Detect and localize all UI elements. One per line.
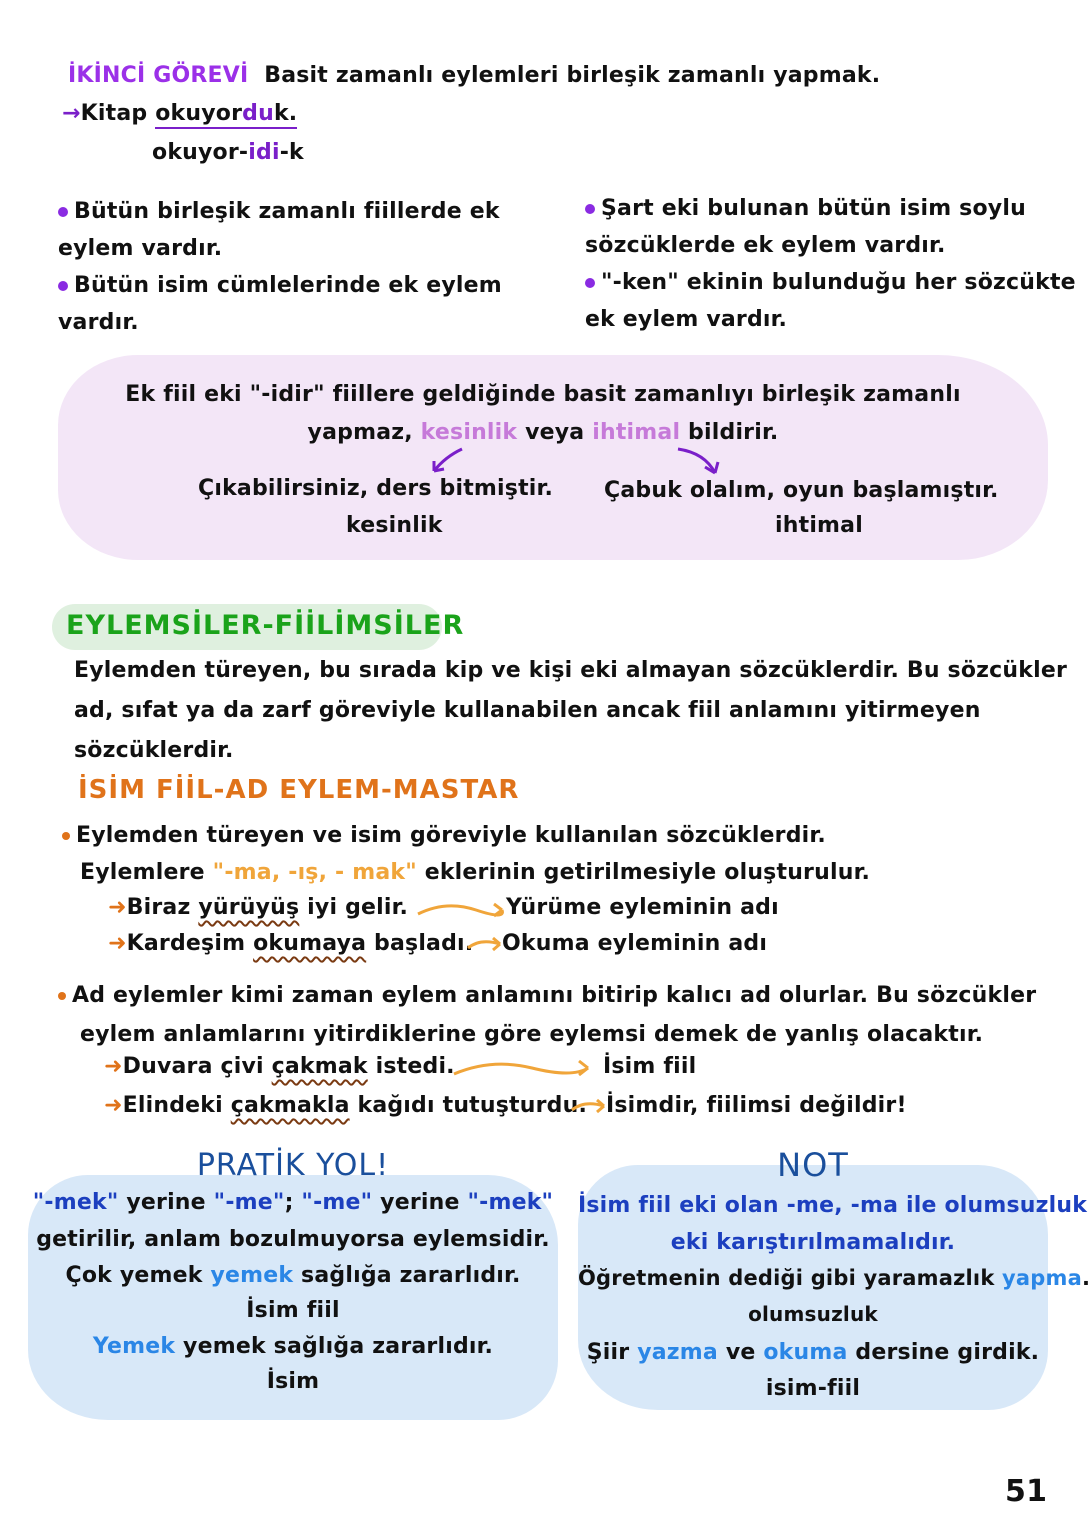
example-row: ➜Duvara çivi çakmak istedi.: [104, 1054, 455, 1079]
example-result: İsim fiil: [603, 1054, 697, 1079]
arrow-right-icon: ➜: [108, 931, 127, 956]
isim-fiil-title: İSİM FİİL-AD EYLEM-MASTAR: [78, 775, 520, 805]
example-row: ➜Elindeki çakmakla kağıdı tutuşturdu.: [104, 1093, 588, 1118]
bullet-icon: [58, 992, 66, 1000]
idir-line1: Ek fiil eki "-idir" fiillere geldiğinde basit zamanlıyı birleşik zamanlı: [125, 382, 961, 407]
bullet-icon: [58, 207, 68, 217]
label-ihtimal: ihtimal: [775, 513, 863, 538]
curved-arrow-icon: [452, 1056, 594, 1082]
not-line1: İsim fiil eki olan -me, -ma ile olumsuzluk: [578, 1193, 1088, 1218]
not-line2: eki karıştırılmamalıdır.: [670, 1230, 956, 1255]
pratik-label1: İsim fiil: [246, 1298, 340, 1323]
isim-fiil-bullet2: Ad eylemler kimi zaman eylem anlamını bitirip kalıcı ad olurlar. Bu sözcükler eylem anlamlarını yitirdiklerine göre eylemsi demek de yanlış olacaktır.: [58, 976, 1036, 1054]
bullet-item: Bütün isim cümlelerinde ek eylem: [58, 267, 502, 304]
bullets-right: [585, 190, 1076, 338]
not-example2: Şiir yazma ve okuma dersine girdik.: [586, 1340, 1040, 1365]
example-sentence: →Kitap okuyorduk.: [62, 101, 297, 127]
eylemsiler-title: EYLEMSİLER-FİİLİMSİLER: [66, 610, 465, 641]
example-ihtimal: Çabuk olalım, oyun başlamıştır.: [604, 478, 999, 503]
bullet-icon: [585, 278, 595, 288]
arrow-right-icon: ➜: [108, 895, 127, 920]
arrow-right-icon: ➜: [104, 1093, 123, 1118]
heading-label: İKİNCİ GÖREVİ: [68, 63, 249, 88]
underlined-verb: okuyorduk.: [155, 101, 297, 129]
pratik-rule: "-mek" yerine "-me"; "-me" yerine "-mek": [32, 1190, 554, 1215]
isim-fiil-bullet1: Eylemden türeyen ve isim göreviyle kullanılan sözcüklerdir. Eylemlere "-ma, -ış, - mak" eklerinin getirilmesiyle oluşturulur.: [62, 817, 870, 891]
pratik-example1: Çok yemek yemek sağlığa zararlıdır.: [65, 1263, 521, 1288]
bullet-item-cont: vardır.: [58, 310, 139, 335]
not-example1: Öğretmenin dediği gibi yaramazlık yapma.: [578, 1266, 1090, 1290]
bullet-item: Şart eki bulunan bütün isim soylu: [585, 190, 1076, 227]
example-result: Yürüme eyleminin adı: [506, 895, 779, 920]
bullet-item-cont: sözcüklerde ek eylem vardır.: [585, 233, 946, 258]
example-row: ➜Biraz yürüyüş iyi gelir.: [108, 895, 409, 920]
pratik-example2: Yemek yemek sağlığa zararlıdır.: [92, 1334, 494, 1359]
bullet-item-cont: ek eylem vardır.: [585, 307, 788, 332]
bullets-left: [58, 193, 502, 341]
label-kesinlik: kesinlik: [346, 513, 443, 538]
example-row: ➜Kardeşim okumaya başladı.: [108, 931, 474, 956]
curved-arrow-icon: [416, 898, 508, 922]
page-number: 51: [1005, 1474, 1048, 1509]
bullet-icon: [585, 204, 595, 214]
example-result: Okuma eyleminin adı: [502, 931, 768, 956]
curved-arrow-icon: [570, 1096, 608, 1118]
bullet-item: "-ken" ekinin bulunduğu her sözcükte: [585, 264, 1076, 301]
not-label1: olumsuzluk: [748, 1302, 878, 1326]
idir-line2: yapmaz, kesinlik veya ihtimal bildirir.: [307, 420, 779, 445]
ikinci-gorevi-heading: [68, 63, 880, 89]
pratik-yol-title: PRATİK YOL!: [196, 1148, 390, 1183]
not-title: NOT: [777, 1146, 849, 1184]
bullet-item-cont: eylem vardır.: [58, 236, 223, 261]
pratik-line2: getirilir, anlam bozulmuyorsa eylemsidir.: [36, 1227, 550, 1252]
heading-text: Basit zamanlı eylemleri birleşik zamanlı yapmak.: [264, 63, 881, 88]
bullet-icon: [58, 281, 68, 291]
not-label2: isim-fiil: [765, 1376, 861, 1401]
arrow-right-icon: ➜: [104, 1054, 123, 1079]
example-kesinlik: Çıkabilirsiniz, ders bitmiştir.: [198, 476, 554, 501]
arrow-right-icon: →: [62, 101, 81, 126]
example-result: İsimdir, fiilimsi değildir!: [606, 1093, 907, 1118]
curved-arrow-icon: [466, 934, 504, 956]
eylemsiler-description: Eylemden türeyen, bu sırada kip ve kişi eki almayan sözcüklerdir. Bu sözcükler ad, sıfat ya da zarf göreviyle kullanabilen ancak fiil anlamını yitirmeyen sözcüklerdir.: [74, 658, 1068, 763]
pratik-label2: İsim: [266, 1369, 320, 1394]
bullet-item: Bütün birleşik zamanlı fiillerde ek: [58, 193, 502, 230]
bullet-icon: [62, 832, 70, 840]
example-analysis: okuyor-idi-k: [152, 140, 304, 165]
